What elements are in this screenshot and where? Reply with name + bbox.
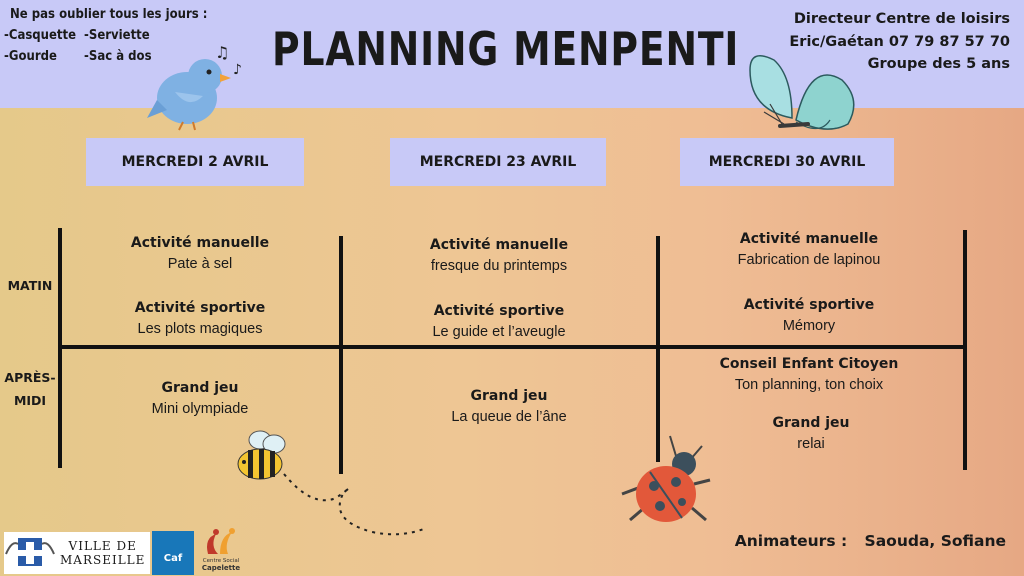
group-label: Groupe des 5 ans — [867, 56, 1010, 72]
activity — [694, 354, 924, 396]
activity-detail: Le guide et l’aveugle — [432, 324, 566, 340]
activity-detail: Mémory — [782, 318, 836, 334]
activity — [694, 229, 924, 271]
day-header-3: MERCREDI 30 AVRIL — [680, 138, 894, 186]
divider-line — [60, 345, 967, 349]
animators-names: Saouda, Sofiane — [864, 532, 1006, 550]
activity — [100, 233, 300, 275]
activity — [100, 298, 300, 340]
divider-line — [963, 230, 967, 470]
activity-detail: Les plots magiques — [137, 321, 263, 337]
svg-text:♪: ♪ — [233, 62, 242, 78]
activity — [384, 301, 614, 343]
reminder-title: Ne pas oublier tous les jours : — [10, 7, 208, 22]
day-header-1: MERCREDI 2 AVRIL — [86, 138, 304, 186]
activity-detail: Ton planning, ton choix — [734, 377, 884, 393]
director-role: Directeur Centre de loisirs — [793, 11, 1010, 27]
butterfly-icon — [730, 40, 870, 146]
activity-title: Activité manuelle — [429, 237, 569, 253]
activity-title: Activité sportive — [433, 303, 565, 319]
bee-icon — [232, 428, 432, 552]
activity — [696, 413, 926, 455]
centre-social-line2: Capelette — [201, 564, 241, 572]
activity-title: Conseil Enfant Citoyen — [719, 356, 899, 372]
activity-title: Grand jeu — [470, 388, 548, 404]
activity — [394, 386, 624, 428]
activity — [384, 235, 614, 277]
caf-logo — [152, 531, 194, 575]
activity-detail: relai — [797, 436, 825, 452]
activity-title: Activité manuelle — [739, 231, 879, 247]
crest-icon — [4, 534, 56, 572]
caf-logo-text: Caf — [163, 553, 183, 564]
marseille-logo-line1: VILLE DE — [68, 539, 137, 553]
svg-text:♫: ♫ — [215, 43, 230, 62]
activity — [100, 378, 300, 420]
animators-label: Animateurs : — [734, 532, 848, 550]
reminder-item: -Serviette — [84, 28, 150, 43]
period-afternoon-1: APRÈS- — [4, 370, 56, 385]
activity-title: Activité manuelle — [130, 235, 270, 251]
activity-detail: Pate à sel — [167, 256, 233, 272]
director-contact: Eric/Gaétan 07 79 87 57 70 — [789, 33, 1010, 50]
activity-title: Activité sportive — [743, 297, 875, 313]
period-afternoon — [0, 366, 60, 412]
reminder-item: -Casquette — [4, 28, 77, 43]
day-header-2: MERCREDI 23 AVRIL — [390, 138, 606, 186]
divider-line — [656, 236, 660, 462]
marseille-logo — [4, 532, 150, 574]
activity-detail: fresque du printemps — [430, 258, 568, 274]
activity-title: Activité sportive — [134, 300, 266, 316]
page-title: PLANNING MENPENTI — [272, 22, 740, 76]
bird-icon — [145, 40, 255, 132]
centre-social-line1: Centre Social — [202, 558, 240, 564]
activity-title: Grand jeu — [161, 380, 239, 396]
period-morning: MATIN — [7, 278, 53, 293]
reminder-item: -Gourde — [4, 49, 57, 64]
marseille-logo-line2: MARSEILLE — [60, 553, 146, 567]
centre-social-logo — [198, 528, 244, 574]
people-icon — [198, 528, 244, 556]
period-afternoon-2: MIDI — [13, 393, 47, 408]
activity — [694, 295, 924, 337]
ladybug-icon — [620, 434, 716, 534]
reminder-item: -Sac à dos — [84, 49, 152, 64]
activity-detail: Fabrication de lapinou — [737, 252, 881, 268]
animators — [735, 532, 1006, 550]
activity-detail: Mini olympiade — [151, 401, 249, 417]
activity-title: Grand jeu — [772, 415, 850, 431]
activity-detail: La queue de l’âne — [451, 409, 567, 425]
